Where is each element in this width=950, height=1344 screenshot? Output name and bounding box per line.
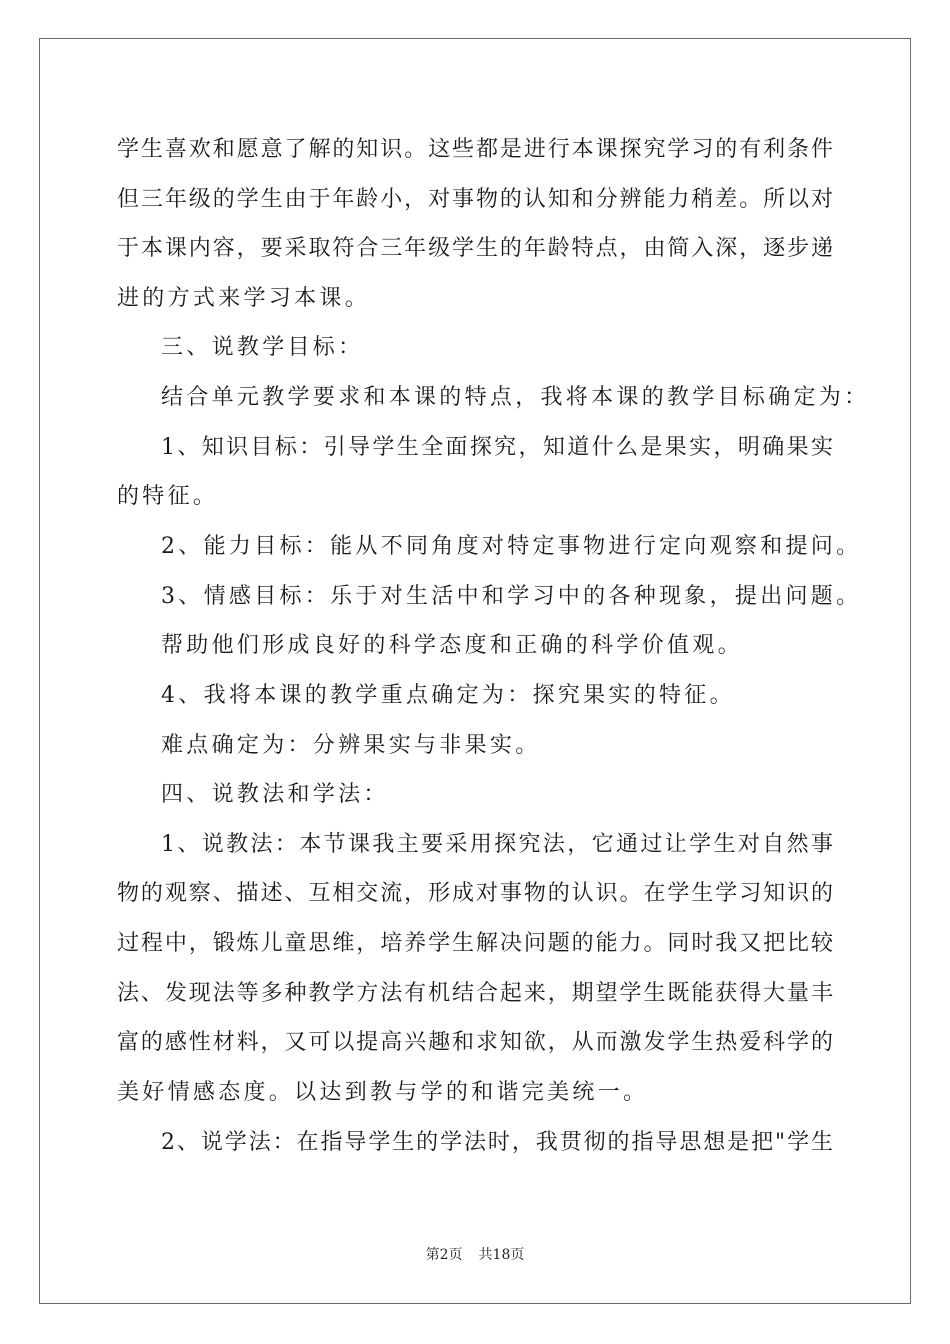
paragraph-line: 帮助他们形成良好的科学态度和正确的科学价值观。: [161, 633, 743, 658]
paragraph-line: 2、说学法：在指导学生的学法时，我贯彻的指导思想是把"学生: [161, 1130, 833, 1155]
paragraph-line: 难点确定为：分辨果实与非果实。: [161, 733, 541, 758]
page-total: 共18页: [478, 1247, 525, 1263]
paragraph-line: 3、情感目标：乐于对生活中和学习中的各种现象，提出问题。: [161, 584, 862, 609]
paragraph-line: 1、知识目标：引导学生全面探究，知道什么是果实，明确果实: [161, 435, 833, 460]
paragraph-line: 于本课内容，要采取符合三年级学生的年龄特点，由简入深，逐步递: [117, 236, 833, 261]
paragraph-line: 1、说教法：本节课我主要采用探究法，它通过让学生对自然事: [161, 832, 833, 857]
paragraph-line: 富的感性材料，又可以提高兴趣和求知欲，从而激发学生热爱科学的: [117, 1030, 833, 1055]
page-border: [39, 38, 911, 1304]
paragraph-line: 学生喜欢和愿意了解的知识。这些都是进行本课探究学习的有利条件: [117, 137, 833, 162]
paragraph-line: 进的方式来学习本课。: [117, 286, 371, 311]
paragraph-line: 美好情感态度。以达到教与学的和谐完美统一。: [117, 1080, 649, 1105]
paragraph-line: 4、我将本课的教学重点确定为：探究果实的特征。: [161, 683, 735, 708]
paragraph-line: 法、发现法等多种教学方法有机结合起来，期望学生既能获得大量丰: [117, 981, 833, 1006]
paragraph-line: 2、能力目标：能从不同角度对特定事物进行定向观察和提问。: [161, 534, 862, 559]
section-heading: 三、说教学目标：: [161, 335, 364, 360]
paragraph-line: 但三年级的学生由于年龄小，对事物的认知和分辨能力稍差。所以对: [117, 187, 833, 212]
paragraph-line: 物的观察、描述、互相交流，形成对事物的认识。在学生学习知识的: [117, 881, 833, 906]
page-number: 第2页: [425, 1247, 463, 1263]
paragraph-line: 的特征。: [117, 484, 219, 509]
section-heading: 四、说教法和学法：: [161, 782, 389, 807]
paragraph-line: 过程中，锻炼儿童思维，培养学生解决问题的能力。同时我又把比较: [117, 931, 833, 956]
paragraph-line: 结合单元教学要求和本课的特点，我将本课的教学目标确定为：: [161, 385, 870, 410]
page-footer: [0, 1246, 950, 1264]
